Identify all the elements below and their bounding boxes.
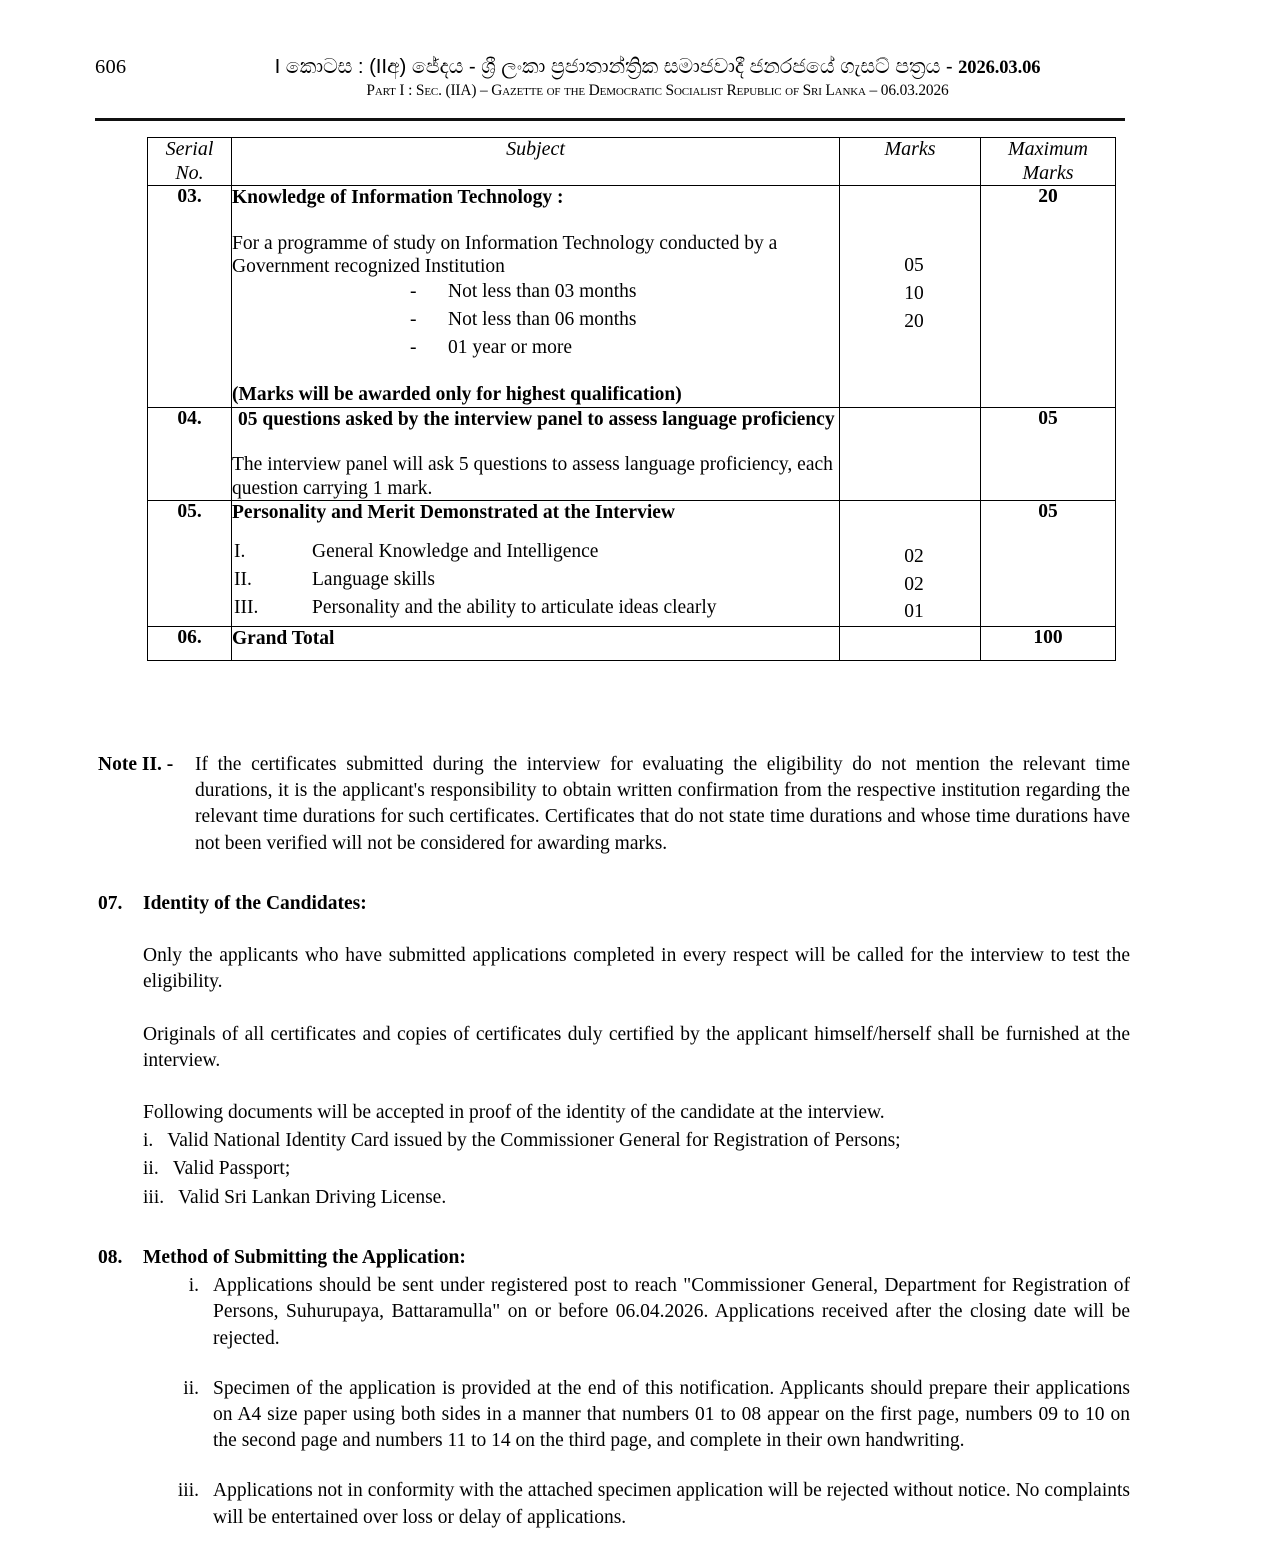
section-07-document-1-text: Valid Passport; <box>172 1158 291 1180</box>
row-03-item-2-text: 01 year or more <box>448 336 572 358</box>
row-max-06: 100 <box>981 627 1116 661</box>
roman-marker: III. <box>234 596 259 618</box>
list-marker: i. <box>143 1130 154 1152</box>
column-header-serial <box>148 138 232 186</box>
table-header-row <box>148 138 1116 186</box>
marks-table <box>147 137 1116 661</box>
spacer <box>232 210 839 232</box>
section-08-list <box>143 1273 1130 1531</box>
spacer <box>840 186 980 252</box>
row-subject-06 <box>232 627 840 661</box>
row-03-item-1-marks: 10 <box>904 282 924 304</box>
running-head-sinhala <box>190 55 1125 79</box>
section-07-heading <box>95 891 1130 917</box>
section-08-number: 08. <box>98 1246 123 1268</box>
running-head-english: Part I : Sec. (IIA) – Gazette of the Democratic Socialist Republic of Sri Lanka – 06.03.2026 <box>366 82 949 99</box>
row-03-item-0-marks: 05 <box>904 255 924 277</box>
row-05-item-list <box>232 538 839 621</box>
section-07-documents-list <box>143 1128 1130 1211</box>
row-05-item-1-text: Language skills <box>312 569 435 591</box>
row-marks-06 <box>840 627 981 661</box>
column-header-max-line1: Maximum <box>1008 138 1088 160</box>
section-08-item-1-text: Specimen of the application is provided at the end of this notification. Applicants should prepare their applications on A4 size paper using both sides in a manner that numbers 01 to 08 appear on the first page, numbers 09 to 10 on the second page and numbers 11 to 14 on the third page, and complete in their own handwriting. <box>213 1377 1130 1452</box>
row-05-marks-values <box>840 543 980 626</box>
row-serial-06: 06. <box>148 627 232 661</box>
row-03-item-list <box>232 278 839 361</box>
row-05-item-0-marks: 02 <box>904 545 924 567</box>
spacer <box>232 361 839 383</box>
section-07-documents-wrap <box>143 1128 1130 1211</box>
list-item <box>232 334 839 362</box>
list-item <box>143 1185 1130 1211</box>
list-item <box>143 1128 1130 1154</box>
row-05-item-2-marks: 01 <box>904 601 924 623</box>
page-number: 606 <box>95 56 127 78</box>
row-max-04: 05 <box>981 407 1116 500</box>
section-07-paragraph-1: Only the applicants who have submitted applications completed in every respect will be called for the interview to test the eligibility. <box>143 945 1130 993</box>
list-item <box>143 1376 1130 1455</box>
section-07-number: 07. <box>98 892 123 914</box>
column-header-maximum-marks <box>981 138 1116 186</box>
spacer <box>232 431 839 453</box>
running-head <box>95 55 1125 100</box>
row-04-body: The interview panel will ask 5 questions to assess language proficiency, each question carrying 1 mark. <box>232 454 833 499</box>
row-subject-04 <box>232 407 840 500</box>
list-item <box>232 538 839 566</box>
header-rule <box>95 118 1125 121</box>
section-07-paragraph-3: Following documents will be accepted in proof of the identity of the candidate at the interview. <box>143 1101 885 1123</box>
list-item <box>232 306 839 334</box>
table-row <box>148 407 1116 500</box>
row-05-item-1-marks: 02 <box>904 573 924 595</box>
row-marks-03 <box>840 186 981 408</box>
row-serial-04: 04. <box>148 407 232 500</box>
row-marks-04 <box>840 407 981 500</box>
list-item <box>232 594 839 622</box>
row-04-title: 05 questions asked by the interview panel to assess language proficiency <box>238 408 835 430</box>
column-header-serial-line1: Serial <box>165 138 214 160</box>
note-2 <box>95 752 1130 857</box>
roman-marker: I. <box>234 541 246 563</box>
row-03-item-2-marks: 20 <box>904 310 924 332</box>
row-subject-05 <box>232 500 840 626</box>
dash-bullet: - <box>410 336 417 358</box>
roman-marker: II. <box>234 569 252 591</box>
list-marker: i. <box>188 1275 199 1297</box>
row-05-item-0-text: General Knowledge and Intelligence <box>312 541 599 563</box>
row-03-footnote: (Marks will be awarded only for highest qualification) <box>232 384 682 406</box>
running-head-sinhala-text: I කොටස : (IIඅ) ජේදය - ශ්‍රී ලංකා ප්‍රජාතාන්ත්‍රික සමාජවාදී ජනරජයේ ගැසට් පත්‍රය - <box>274 55 959 78</box>
section-08-title: Method of Submitting the Application: <box>143 1246 466 1268</box>
section-07-paragraph-2: Originals of all certificates and copies of certificates duly certified by the applicant himself/herself shall be furnished at the interview. <box>143 1023 1130 1071</box>
row-serial-05: 05. <box>148 500 232 626</box>
list-item <box>143 1156 1130 1182</box>
running-head-primary <box>95 55 1125 79</box>
list-item <box>143 1273 1130 1352</box>
column-header-marks: Marks <box>840 138 981 186</box>
list-item <box>143 1478 1130 1530</box>
column-header-max-line2: Marks <box>1022 161 1074 184</box>
list-marker: iii. <box>177 1480 199 1502</box>
section-08-items-wrap <box>143 1273 1130 1531</box>
spacer <box>840 501 980 543</box>
column-header-serial-line2: No. <box>175 161 204 184</box>
note-2-label: Note II. - <box>98 754 174 775</box>
marks-table-head <box>148 138 1116 186</box>
spacer <box>232 524 839 538</box>
list-item <box>232 566 839 594</box>
list-item <box>232 278 839 306</box>
row-03-marks-values <box>840 252 980 335</box>
table-row <box>148 627 1116 661</box>
section-07-document-2-text: Valid Sri Lankan Driving License. <box>178 1186 447 1208</box>
page-body <box>95 752 1130 1531</box>
row-subject-03 <box>232 186 840 408</box>
list-marker: ii. <box>143 1158 159 1180</box>
row-max-05: 05 <box>981 500 1116 626</box>
dash-bullet: - <box>410 281 417 303</box>
list-marker: ii. <box>183 1377 199 1399</box>
row-max-03: 20 <box>981 186 1116 408</box>
note-2-text: If the certificates submitted during the interview for evaluating the eligibility do not mention the relevant time durations, it is the applicant's responsibility to obtain written confirmation from the respective institution regarding the relevant time durations for such certificates. Certificates that do not state time durations and whose time durations have not been verified will not be considered for awarding marks. <box>195 754 1130 854</box>
section-07-title: Identity of the Candidates: <box>143 892 367 914</box>
row-05-title: Personality and Merit Demonstrated at the Interview <box>232 501 675 523</box>
table-row <box>148 500 1116 626</box>
running-head-sinhala-date: 2026.03.06 <box>958 58 1041 78</box>
section-07-document-0-text: Valid National Identity Card issued by the Commissioner General for Registration of Persons; <box>167 1130 901 1152</box>
column-header-subject: Subject <box>232 138 840 186</box>
row-serial-03: 03. <box>148 186 232 408</box>
section-08-item-0-text: Applications should be sent under registered post to reach "Commissioner General, Department for Registration of Persons, Suhurupaya, Battaramulla" on or before 06.04.2026. Applications received after the closing date will be rejected. <box>213 1275 1130 1349</box>
dash-bullet: - <box>410 309 417 331</box>
section-08-heading <box>95 1245 1130 1271</box>
row-03-item-0-text: Not less than 03 months <box>448 281 637 303</box>
section-08-item-2-text: Applications not in conformity with the attached specimen application will be rejected without notice. No complaints will be entertained over loss or delay of applications. <box>213 1480 1130 1528</box>
row-03-intro: For a programme of study on Information Technology conducted by a Government recognized Institution <box>232 232 778 277</box>
row-03-title: Knowledge of Information Technology : <box>232 187 564 209</box>
row-05-item-2-text: Personality and the ability to articulate ideas clearly <box>312 596 717 618</box>
row-06-title: Grand Total <box>232 628 335 650</box>
row-marks-05 <box>840 500 981 626</box>
table-row <box>148 186 1116 408</box>
list-marker: iii. <box>143 1186 165 1208</box>
row-03-item-1-text: Not less than 06 months <box>448 309 637 331</box>
marks-table-body <box>148 186 1116 661</box>
